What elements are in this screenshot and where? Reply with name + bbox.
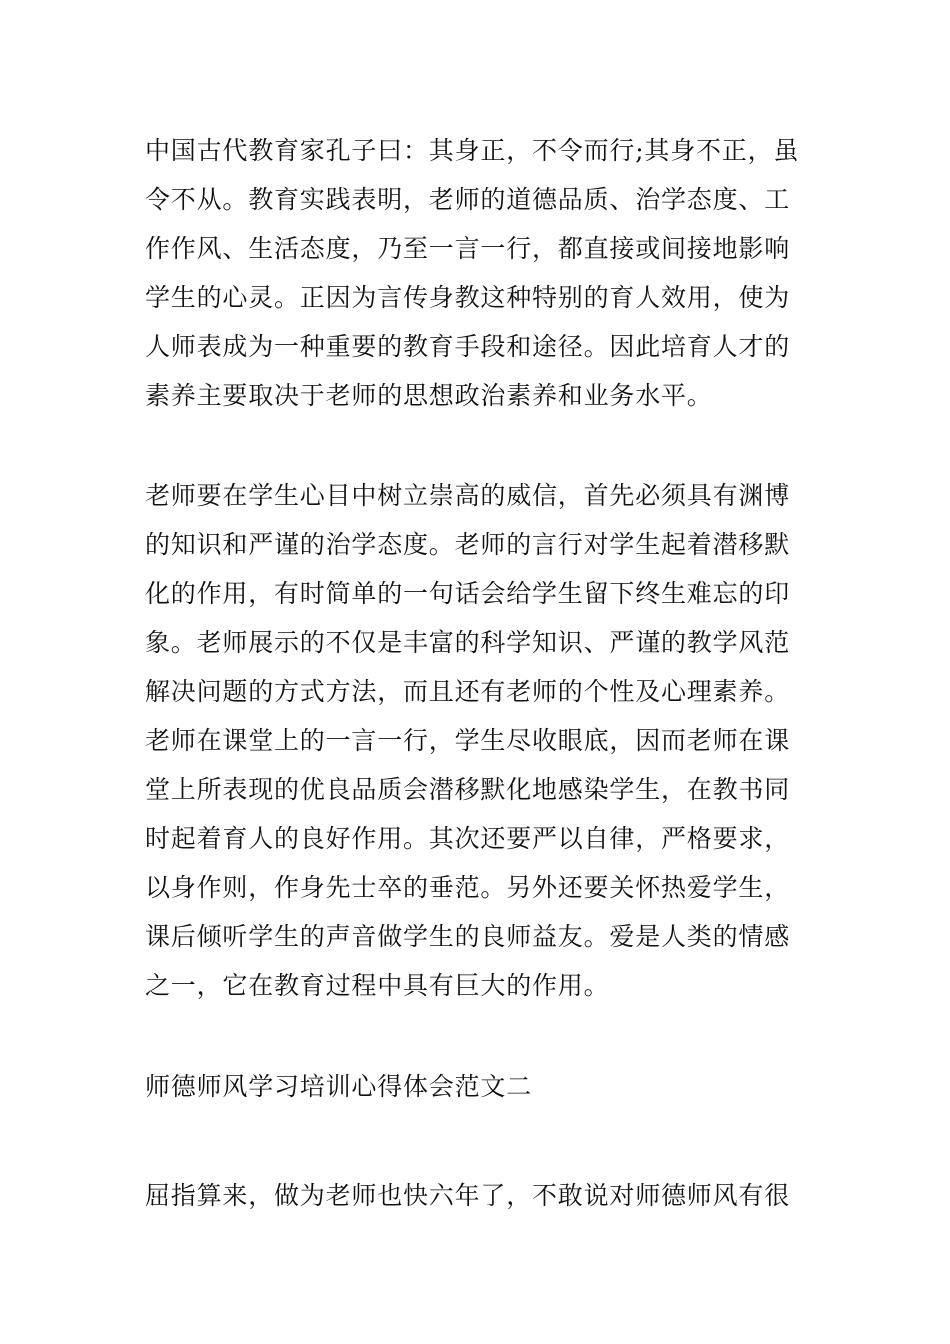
text-line: 作作风、生活态度，乃至一言一行，都直接或间接地影响 — [145, 234, 791, 263]
text-line: 中国古代教育家孔子曰：其身正，不令而行;其身不正，虽 — [145, 136, 800, 165]
text-line: 令不从。教育实践表明，老师的道德品质、治学态度、工 — [145, 185, 791, 214]
text-line: 象。老师展示的不仅是丰富的科学知识、严谨的教学风范 — [145, 628, 791, 657]
text-line: 老师要在学生心目中树立崇高的威信，首先必须具有渊博 — [145, 481, 791, 510]
text-line: 解决问题的方式方法，而且还有老师的个性及心理素养。 — [145, 677, 791, 706]
heading-text: 师德师风学习培训心得体会范文二 — [145, 1072, 533, 1101]
text-line: 课后倾听学生的声音做学生的良师益友。爱是人类的情感 — [145, 922, 791, 951]
text-line: 堂上所表现的优良品质会潜移默化地感染学生，在教书同 — [145, 775, 791, 804]
text-line: 老师在课堂上的一言一行，学生尽收眼底，因而老师在课 — [145, 726, 791, 755]
text-line: 化的作用，有时简单的一句话会给学生留下终生难忘的印 — [145, 579, 791, 608]
text-line: 的知识和严谨的治学态度。老师的言行对学生起着潜移默 — [145, 530, 791, 559]
text-line: 学生的心灵。正因为言传身教这种特别的育人效用，使为 — [145, 283, 791, 312]
text-line: 以身作则，作身先士卒的垂范。另外还要关怀热爱学生， — [145, 873, 791, 902]
text-line: 素养主要取决于老师的思想政治素养和业务水平。 — [145, 381, 713, 410]
section-heading — [145, 1062, 810, 1111]
paragraph-teacher-prestige — [145, 471, 810, 1010]
text-line: 屈指算来，做为老师也快六年了，不敢说对师德师风有很 — [145, 1181, 791, 1210]
text-line: 人师表成为一种重要的教育手段和途径。因此培育人才的 — [145, 332, 791, 361]
text-line: 之一，它在教育过程中具有巨大的作用。 — [145, 971, 610, 1000]
paragraph-six-years-teaching — [145, 1171, 810, 1220]
text-line: 时起着育人的良好作用。其次还要严以自律，严格要求， — [145, 824, 791, 853]
paragraph-confucius-teacher-ethics — [145, 126, 810, 420]
